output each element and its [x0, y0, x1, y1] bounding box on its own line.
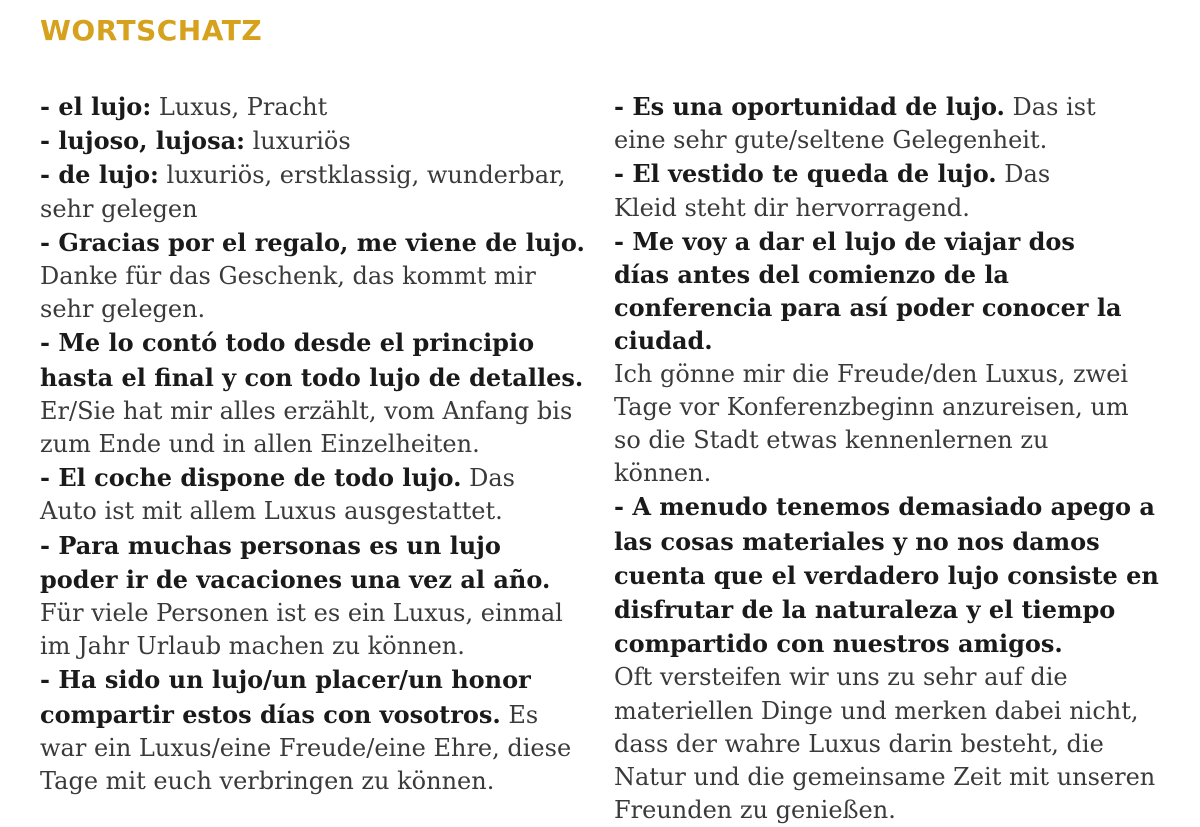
vocab-entry: [40, 529, 585, 664]
german-translation: luxuriös, erstklassig, wunderbar, sehr gelegen: [40, 161, 566, 223]
spanish-phrase: - de lujo:: [40, 160, 159, 190]
left-column: [40, 90, 585, 798]
vocab-entry: [614, 225, 1164, 491]
vocab-entry: [40, 124, 585, 158]
vocab-entry: [614, 90, 1144, 157]
vocab-entry: [40, 90, 585, 124]
spanish-phrase: - Gracias por el regalo, me viene de lujo.: [40, 227, 585, 257]
right-column: [614, 90, 1164, 827]
german-translation: Er/Sie hat mir alles erzählt, vom Anfang bis zum Ende und in allen Einzelheiten.: [40, 396, 573, 459]
spanish-phrase: - lujoso, lujosa:: [40, 126, 245, 156]
german-translation: Luxus, Pracht: [151, 93, 328, 121]
german-translation: Ich gönne mir die Freude/den Luxus, zwei Tage vor Konferenzbeginn anzureisen, um so die Stadt etwas kennenlernen zu können.: [614, 359, 1129, 488]
spanish-phrase: - Me lo contó todo desde el principio hasta el final y con todo lujo de detalles.: [40, 328, 584, 392]
vocab-entry: [614, 490, 1164, 827]
spanish-phrase: - El coche dispone de todo lujo.: [40, 463, 462, 493]
german-translation: Danke für das Geschenk, das kommt mir sehr gelegen.: [40, 262, 536, 324]
german-translation: Es war ein Luxus/eine Freude/eine Ehre, diese Tage mit euch verbringen zu können.: [40, 700, 572, 796]
german-translation: Das ist eine sehr gute/seltene Gelegenheit.: [614, 93, 1096, 155]
german-translation: Oft versteifen wir uns zu sehr auf die materiellen Dinge und merken dabei nicht, dass der wahre Luxus darin besteht, die Natur und die gemeinsame Zeit mit unseren Freunden zu genießen.: [614, 663, 1156, 825]
german-translation: Für viele Personen ist es ein Luxus, einmal im Jahr Urlaub machen zu können.: [40, 599, 563, 661]
section-heading: WORTSCHATZ: [40, 14, 263, 47]
spanish-phrase: - A menudo tenemos demasiado apego a las cosas materiales y no nos damos cuenta que el verdadero lujo consiste en disfrutar de la naturaleza y el tiempo compartido con nuestros amigos.: [614, 492, 1159, 659]
spanish-phrase: - Ha sido un lujo/un placer/un honor compartir estos días con vosotros.: [40, 665, 531, 729]
vocab-entry: [40, 326, 585, 461]
spanish-phrase: - el lujo:: [40, 92, 152, 121]
spanish-phrase: - El vestido te queda de lujo.: [614, 159, 997, 189]
vocab-entry: [614, 157, 1114, 224]
vocab-entry: [40, 158, 570, 225]
spanish-phrase: - Para muchas personas es un lujo poder ir de vacaciones una vez al año.: [40, 530, 551, 594]
spanish-phrase: - Me voy a dar el lujo de viajar dos días antes del comienzo de la conferencia para así poder conocer la ciudad.: [614, 226, 1122, 356]
spanish-phrase: - Es una oportunidad de lujo.: [614, 92, 1005, 121]
vocab-entry: [40, 461, 570, 528]
german-translation: Das Kleid steht dir hervorragend.: [614, 160, 1051, 222]
vocab-entry: [40, 663, 585, 798]
vocab-entry: [40, 226, 585, 327]
german-translation: luxuriös: [244, 127, 351, 156]
german-translation: Das Auto ist mit allem Luxus ausgestattet.: [40, 464, 515, 526]
